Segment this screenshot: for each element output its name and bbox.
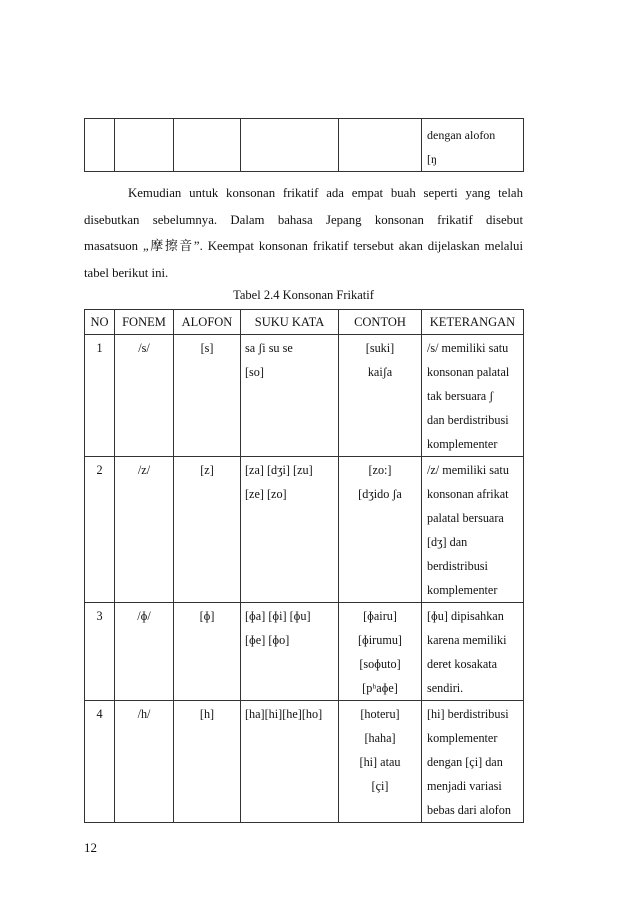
cell-suku-kata xyxy=(241,603,339,701)
cell-alofon: [h] xyxy=(174,701,241,823)
table-cell xyxy=(85,119,115,172)
cell-no: 2 xyxy=(85,457,115,603)
cell-line: komplementer xyxy=(427,583,498,597)
cell-line: [haha] xyxy=(364,731,396,745)
paragraph-line: tabel berikut ini. xyxy=(84,265,169,280)
cell-line: komplementer xyxy=(427,731,498,745)
header-fonem: FONEM xyxy=(115,310,174,335)
cell-line: [ŋ xyxy=(427,152,437,166)
cell-line: [so] xyxy=(245,365,264,379)
cell-no: 4 xyxy=(85,701,115,823)
table-row xyxy=(85,335,524,457)
paragraph-line-text: Kemudian untuk konsonan frikatif ada empat buah seperti yang telah xyxy=(128,186,523,200)
cell-line: [soɸuto] xyxy=(359,657,401,671)
table-cell-keterangan xyxy=(422,119,524,172)
cell-keterangan xyxy=(422,335,524,457)
cell-fonem: /z/ xyxy=(115,457,174,603)
cell-suku-kata xyxy=(241,335,339,457)
cell-line: [ɸa] [ɸi] [ɸu] xyxy=(245,609,311,623)
page-number: 12 xyxy=(84,840,97,855)
cell-line: dengan [çi] dan xyxy=(427,755,503,769)
cell-line: [dʒido ʃa xyxy=(358,487,402,501)
cell-line: konsonan palatal xyxy=(427,365,510,379)
cell-alofon: [z] xyxy=(174,457,241,603)
cell-line: komplementer xyxy=(427,437,498,451)
table-cell xyxy=(174,119,241,172)
cell-line: [ɸirumu] xyxy=(358,633,402,647)
previous-table-continuation xyxy=(84,118,524,172)
cell-line: [dʒ] dan xyxy=(427,535,468,549)
cell-keterangan xyxy=(422,701,524,823)
cell-line: sendiri. xyxy=(427,681,464,695)
table-cell xyxy=(241,119,339,172)
cell-no: 1 xyxy=(85,335,115,457)
cell-line: [çi] xyxy=(371,779,389,793)
cell-suku-kata xyxy=(241,701,339,823)
cell-line: /z/ memiliki satu xyxy=(427,463,509,477)
cell-line: menjadi variasi xyxy=(427,779,502,793)
cell-fonem: /s/ xyxy=(115,335,174,457)
cell-alofon: [s] xyxy=(174,335,241,457)
fricative-consonant-table xyxy=(84,309,524,823)
cell-line: [hi] atau xyxy=(359,755,401,769)
cell-line: [ze] [zo] xyxy=(245,487,287,501)
table-row xyxy=(85,701,524,823)
body-paragraph xyxy=(84,180,523,286)
cell-line: konsonan afrikat xyxy=(427,487,509,501)
cell-line: deret kosakata xyxy=(427,657,498,671)
cell-line: bebas dari alofon xyxy=(427,803,511,817)
cell-line: [suki] xyxy=(365,341,395,355)
table-cell xyxy=(339,119,422,172)
cell-keterangan xyxy=(422,457,524,603)
cell-contoh xyxy=(339,335,422,457)
table-header-row xyxy=(85,310,524,335)
cell-line: [ɸe] [ɸo] xyxy=(245,633,290,647)
paragraph-line: disebutkan sebelumnya. Dalam bahasa Jepang konsonan frikatif disebut xyxy=(84,212,523,227)
cell-line: [ɸairu] xyxy=(363,609,397,623)
cell-line: dengan alofon xyxy=(427,128,496,142)
cell-line: [zo:] xyxy=(368,463,392,477)
cell-alofon: [ɸ] xyxy=(174,603,241,701)
cell-line: sa ʃi su se xyxy=(245,341,293,355)
table-cell xyxy=(115,119,174,172)
table-caption: Tabel 2.4 Konsonan Frikatif xyxy=(233,288,374,302)
cell-contoh xyxy=(339,457,422,603)
paragraph-line: masatsuon „摩擦音”. Keempat konsonan frikatif tersebut akan dijelaskan melalui xyxy=(84,239,523,253)
header-contoh: CONTOH xyxy=(339,310,422,335)
cell-line: kaiʃa xyxy=(367,365,393,379)
header-keterangan: KETERANGAN xyxy=(422,310,524,335)
table-row xyxy=(85,603,524,701)
cell-line: /s/ memiliki satu xyxy=(427,341,509,355)
paragraph-line xyxy=(84,180,523,207)
cell-suku-kata xyxy=(241,457,339,603)
cell-line: tak bersuara ʃ xyxy=(427,389,494,403)
cell-no: 3 xyxy=(85,603,115,701)
table-row xyxy=(85,457,524,603)
header-alofon: ALOFON xyxy=(174,310,241,335)
header-suku-kata: SUKU KATA xyxy=(241,310,339,335)
cell-line: [hoteru] xyxy=(360,707,400,721)
cell-contoh xyxy=(339,701,422,823)
cell-line: [hi] berdistribusi xyxy=(427,707,509,721)
cell-line: [ha][hi][he][ho] xyxy=(245,707,323,721)
cell-line: [za] [dʒi] [zu] xyxy=(245,463,313,477)
cell-contoh xyxy=(339,603,422,701)
cell-line: [pʰaɸe] xyxy=(362,681,398,695)
cell-line: karena memiliki xyxy=(427,633,507,647)
cell-fonem: /ɸ/ xyxy=(115,603,174,701)
header-no: NO xyxy=(85,310,115,335)
cell-line: [ɸu] dipisahkan xyxy=(427,609,504,623)
cell-line: palatal bersuara xyxy=(427,511,504,525)
cell-line: berdistribusi xyxy=(427,559,488,573)
cell-line: dan berdistribusi xyxy=(427,413,509,427)
cell-fonem: /h/ xyxy=(115,701,174,823)
cell-keterangan xyxy=(422,603,524,701)
